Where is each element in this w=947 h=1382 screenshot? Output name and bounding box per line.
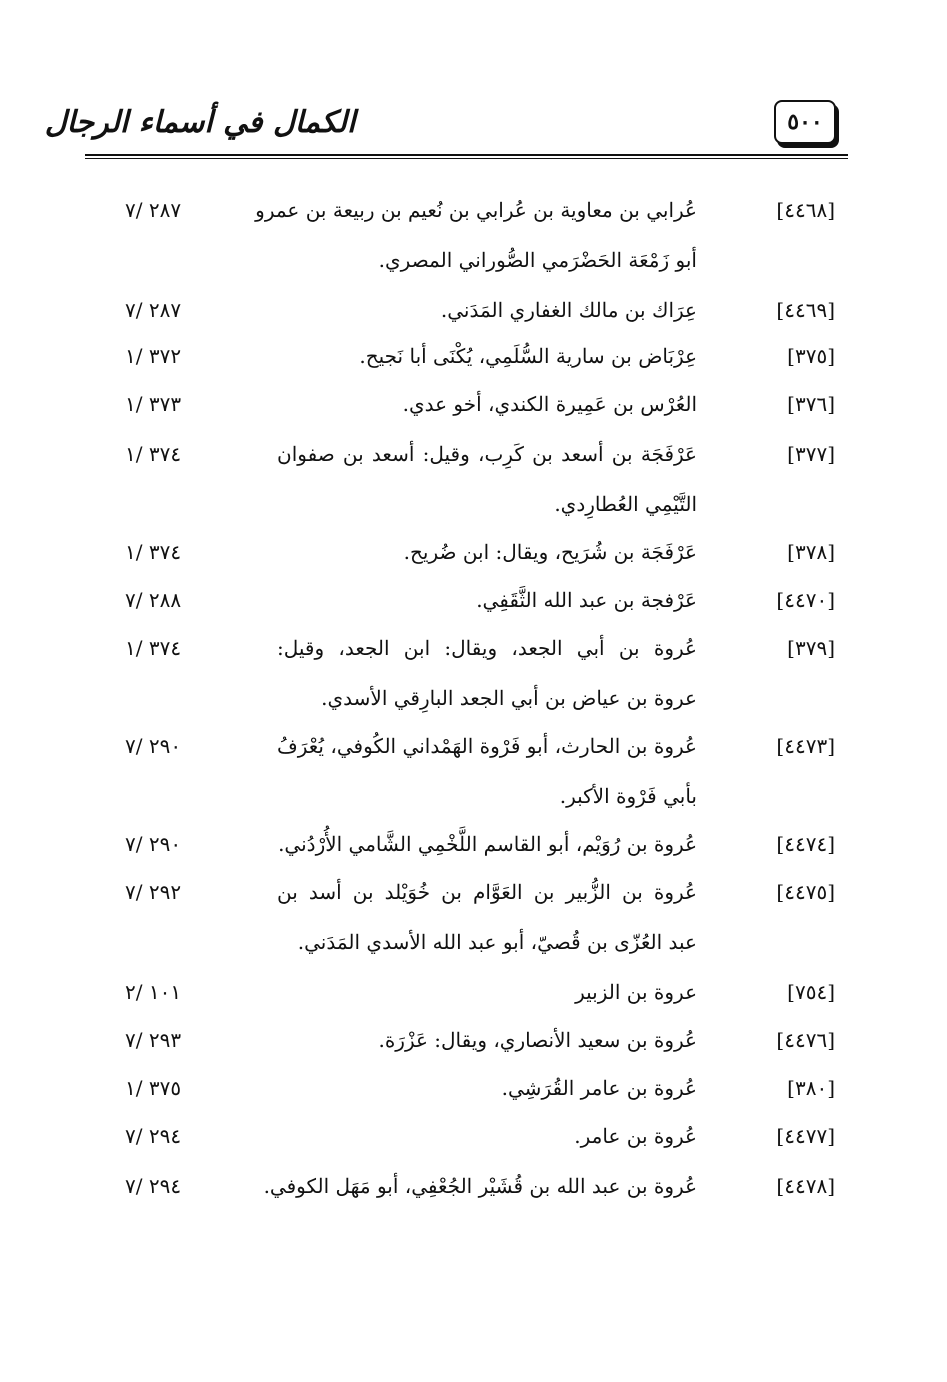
- entry-text-continuation: بأبي فَرْوة الأكبر.: [559, 784, 697, 808]
- list-item: [0, 298, 947, 348]
- entry-index: [٧٥٤]: [787, 980, 835, 1004]
- list-item: [0, 1076, 947, 1126]
- list-item: [0, 392, 947, 442]
- entry-text: عُروة بن عبد الله بن قُشَيْر الجُعْفِي، أبو مَهَل الكوفي.: [263, 1174, 697, 1198]
- entry-index: [٤٤٦٩]: [776, 298, 835, 322]
- entry-index: [٤٤٧٣]: [776, 734, 835, 758]
- entry-reference: ٢٩٠ /٧: [125, 832, 182, 856]
- entry-text: عُروة بن عامر القُرَشِي.: [501, 1076, 697, 1100]
- entry-reference: ٢٨٧ /٧: [125, 298, 182, 322]
- entry-reference: ٢٩٤ /٧: [125, 1174, 182, 1198]
- entry-text-continuation: التَّيْمِي العُطارِدي.: [554, 492, 697, 516]
- entry-index: [٤٤٧٨]: [776, 1174, 835, 1198]
- entry-text: عَرْفَجَة بن شُرَيح، ويقال: ابن ضُريح.: [403, 540, 697, 564]
- entry-text: عِرْبَاض بن سارية السُّلَمِي، يُكْنَى أبا نَجيح.: [359, 344, 697, 368]
- page-number: ٥٠٠: [774, 100, 836, 144]
- entry-index: [٤٤٧٦]: [776, 1028, 835, 1052]
- entry-index: [٣٧٩]: [787, 636, 835, 660]
- list-item: [0, 588, 947, 638]
- list-item: [0, 442, 947, 516]
- entry-reference: ١٠١ /٢: [125, 980, 182, 1004]
- entry-reference: ٢٨٧ /٧: [125, 198, 182, 222]
- entry-reference: ٢٩٢ /٧: [125, 880, 182, 904]
- list-item: [0, 1174, 947, 1224]
- entry-index: [٣٨٠]: [787, 1076, 835, 1100]
- list-item: [0, 198, 947, 272]
- entry-index: [٤٤٧٤]: [776, 832, 835, 856]
- list-item: [0, 1028, 947, 1078]
- entry-index: [٣٧٥]: [787, 344, 835, 368]
- entry-index: [٤٤٦٨]: [776, 198, 835, 222]
- entry-text: عُروة بن الحارث، أبو فَرْوة الهَمْداني الكُوفي، يُعْرَفُ: [277, 734, 697, 758]
- entry-reference: ٣٧٤ /١: [125, 636, 182, 660]
- header-rule-thin: [85, 158, 848, 159]
- entry-text: عُروة بن عامر.: [574, 1124, 697, 1148]
- entry-index: [٤٤٧٠]: [776, 588, 835, 612]
- entry-text: عُروة بن رُوَيْم، أبو القاسم اللَّخْمِي الشَّامي الأُرْدُني.: [278, 832, 697, 856]
- entry-text-continuation: عبد العُزّى بن قُصيّ، أبو عبد الله الأسدي المَدَني.: [297, 930, 697, 954]
- entry-reference: ٣٧٢ /١: [125, 344, 182, 368]
- list-item: [0, 344, 947, 394]
- entry-reference: ٣٧٣ /١: [125, 392, 182, 416]
- entry-reference: ٢٩٤ /٧: [125, 1124, 182, 1148]
- entry-text: عُروة بن الزُّبير بن العَوَّام بن خُوَيْلد بن أسد بن: [277, 880, 697, 904]
- header-rule: [85, 154, 848, 156]
- entry-text: عُروة بن سعيد الأنصاري، ويقال: عَزْرَة.: [378, 1028, 697, 1052]
- list-item: [0, 636, 947, 710]
- page-header: [44, 90, 848, 162]
- list-item: [0, 734, 947, 808]
- entry-text-continuation: أبو زَمْعَة الحَضْرَمي الصُّوراني المصري.: [378, 248, 697, 272]
- list-item: [0, 980, 947, 1030]
- entry-text: عُرابي بن معاوية بن عُرابي بن نُعيم بن ربيعة بن عمرو: [255, 198, 697, 222]
- entry-text: عَرْفَجَة بن أسعد بن كَرِب، وقيل: أسعد بن صفوان: [277, 442, 697, 466]
- entry-text: عَرْفجة بن عبد الله الثَّقَفِي.: [476, 588, 697, 612]
- entry-reference: ٣٧٤ /١: [125, 540, 182, 564]
- list-item: [0, 1124, 947, 1174]
- entry-text: العُرْس بن عَمِيرة الكندي، أخو عدي.: [402, 392, 697, 416]
- entry-text: عُروة بن أبي الجعد، ويقال: ابن الجعد، وقيل:: [277, 636, 697, 660]
- entry-reference: ٣٧٥ /١: [125, 1076, 182, 1100]
- entry-index: [٣٧٦]: [787, 392, 835, 416]
- list-item: [0, 540, 947, 590]
- entry-reference: ٢٩٠ /٧: [125, 734, 182, 758]
- entry-text: عِرَاك بن مالك الغفاري المَدَني.: [440, 298, 697, 322]
- entry-text-continuation: عروة بن عياض بن أبي الجعد البارِقي الأسدي.: [321, 686, 697, 710]
- entry-text: عروة بن الزبير: [575, 980, 697, 1004]
- list-item: [0, 832, 947, 882]
- list-item: [0, 880, 947, 954]
- entry-index: [٣٧٧]: [787, 442, 835, 466]
- entry-reference: ٢٩٣ /٧: [125, 1028, 182, 1052]
- entry-index: [٤٤٧٧]: [776, 1124, 835, 1148]
- entry-index: [٣٧٨]: [787, 540, 835, 564]
- book-title: الكمال في أسماء الرجال: [44, 104, 356, 140]
- entry-reference: ٣٧٤ /١: [125, 442, 182, 466]
- entry-reference: ٢٨٨ /٧: [125, 588, 182, 612]
- entry-index: [٤٤٧٥]: [776, 880, 835, 904]
